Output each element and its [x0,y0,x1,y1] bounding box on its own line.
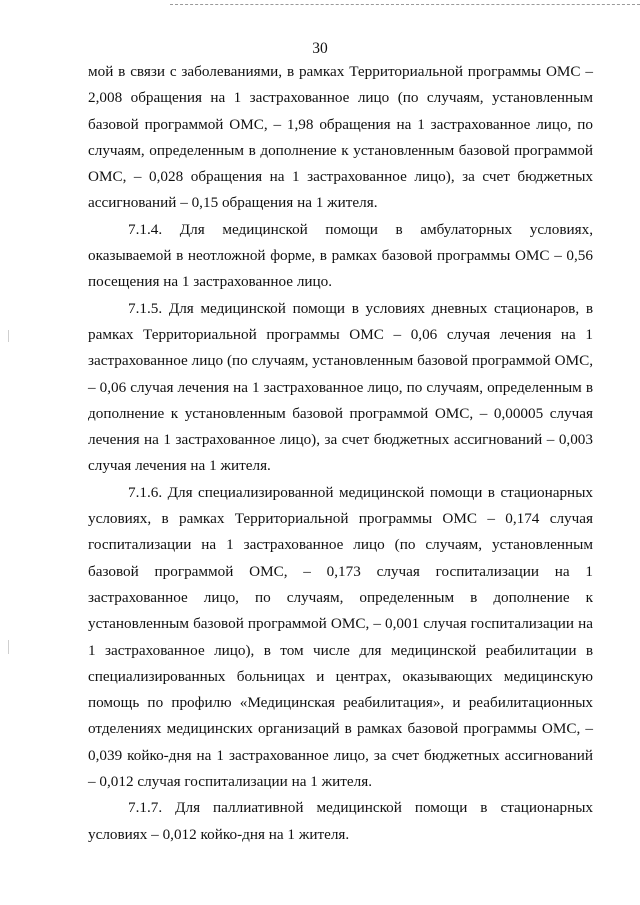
paragraph-7-1-7: 7.1.7. Для паллиативной медицинской помощи в стационарных условиях – 0,012 койко-дня на 1 жителя. [88,799,593,843]
paragraph-7-1-5: 7.1.5. Для медицинской помощи в условиях дневных стационаров, в рамках Территориальной программы ОМС – 0,06 случая лечения на 1 застрахованное лицо (по случаям, установленным базовой программой ОМС, – 0,06 случая лечения на 1 застрахованное лицо, по случаям, определенным в дополнение к установленным базовой программой ОМС, – 0,00005 случая лечения на 1 застрахованное лицо), за счет бюджетных ассигнований – 0,003 случая лечения на 1 жителя. [88,299,593,475]
page-number: 30 [312,40,328,57]
scan-artifact-speck [8,640,9,654]
paragraph-7-1-6: 7.1.6. Для специализированной медицинской помощи в стационарных условиях, в рамках Территориальной программы ОМС – 0,174 случая госпитализации на 1 застрахованное лицо (по случаям, установленным базовой программой ОМС, – 0,173 случая госпитализации на 1 застрахованное лицо, по случаям, определенным в дополнение к установленным базовой программой ОМС, – 0,001 случая госпитализации на 1 застрахованное лицо), в том числе для медицинской реабилитации в специализированных больницах и центрах, оказывающих медицинскую помощь по профилю «Медицинская реабилитация», и реабилитационных отделениях медицинских организаций в рамках базовой программы ОМС, – 0,039 койко-дня на 1 застрахованное лицо, за счет бюджетных ассигнований – 0,012 случая госпитализации на 1 жителя. [88,483,593,791]
scan-artifact-speck [8,330,9,342]
scan-artifact-line [170,4,640,5]
paragraph-continuation: мой в связи с заболеваниями, в рамках Территориальной программы ОМС – 2,008 обращения на 1 застрахованное лицо (по случаям, установленным базовой программой ОМС, – 1,98 обращения на 1 застрахованное лицо, по случаям, определенным в дополнение к установленным базовой программой ОМС, – 0,028 обращения на 1 застрахованное лицо), за счет бюджетных ассигнований – 0,15 обращения на 1 жителя. [88,63,593,212]
paragraph-7-1-4: 7.1.4. Для медицинской помощи в амбулаторных условиях, оказываемой в неотложной форме, в рамках базовой программы ОМС – 0,56 посещения на 1 застрахованное лицо. [88,220,593,291]
document-body [88,59,593,848]
